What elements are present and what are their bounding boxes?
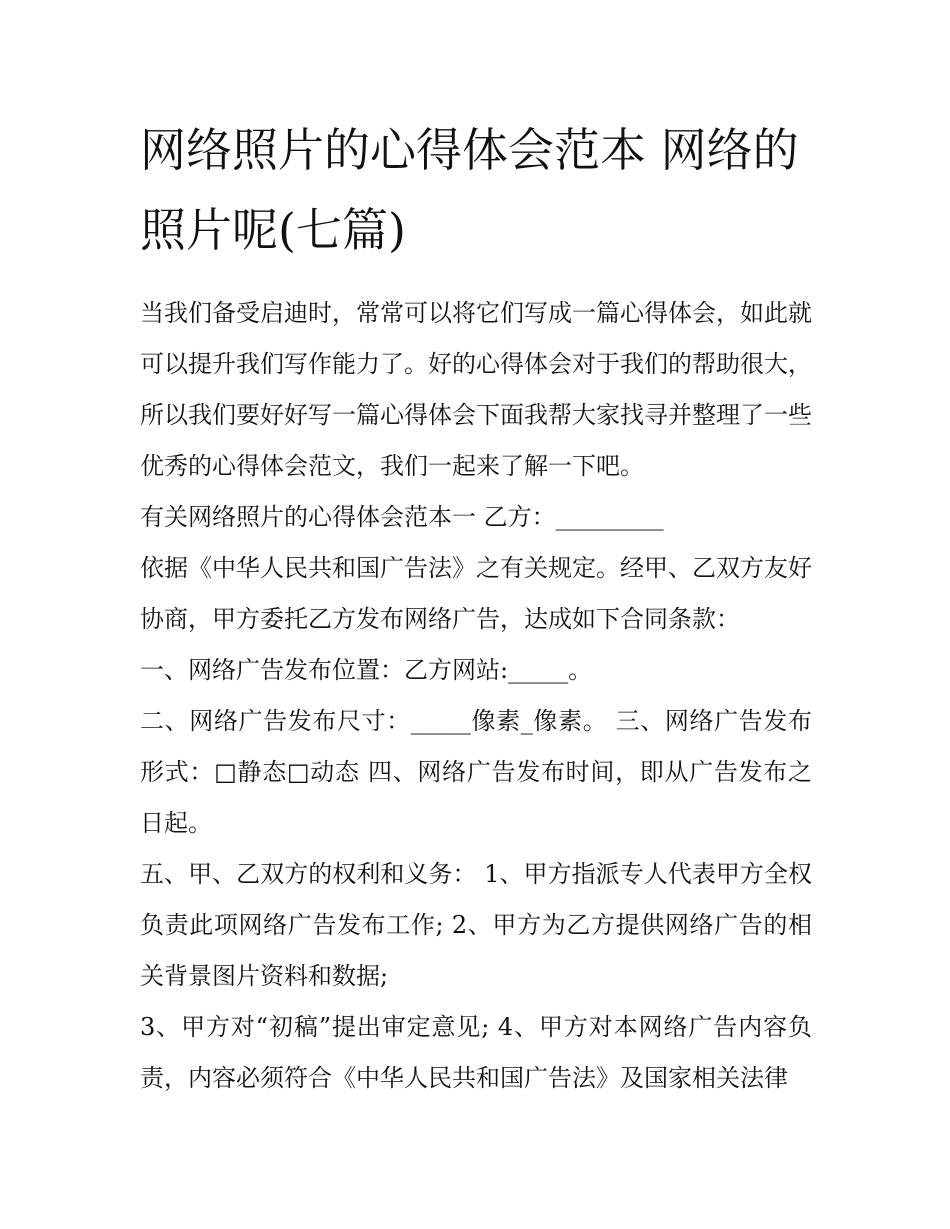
clause-2-3-4-paragraph: 二、网络广告发布尺寸：_____像素_像素。 三、网络广告发布形式：□静态□动态 四、网络广告发布时间，即从广告发布之日起。 <box>140 707 812 837</box>
document-title: 网络照片的心得体会范本 网络的照片呢(七篇) <box>140 123 799 257</box>
clause-5-continued-paragraph: 3、甲方对“初稿”提出审定意见; 4、甲方对本网络广告内容负责，内容必须符合《中华人民共和国广告法》及国家相关法律 <box>140 1013 812 1092</box>
clause-1-paragraph: 一、网络广告发布位置：乙方网站:_____。 <box>140 656 593 684</box>
intro-paragraph: 当我们备受启迪时，常常可以将它们写成一篇心得体会，如此就可以提升我们写作能力了。好的心得体会对于我们的帮助很大，所以我们要好好写一篇心得体会下面我帮大家找寻并整理了一些优秀的心得体会范文，我们一起来了解一下吧。 <box>140 299 812 480</box>
section-heading-paragraph: 有关网络照片的心得体会范本一 乙方：_________ <box>140 503 664 531</box>
document-body <box>140 110 812 1104</box>
clause-5-paragraph: 五、甲、乙双方的权利和义务： 1、甲方指派专人代表甲方全权负责此项网络广告发布工作; 2、甲方为乙方提供网络广告的相关背景图片资料和数据; <box>140 860 812 990</box>
contract-preamble-paragraph: 依据《中华人民共和国广告法》之有关规定。经甲、乙双方友好协商，甲方委托乙方发布网络广告，达成如下合同条款： <box>140 554 812 633</box>
